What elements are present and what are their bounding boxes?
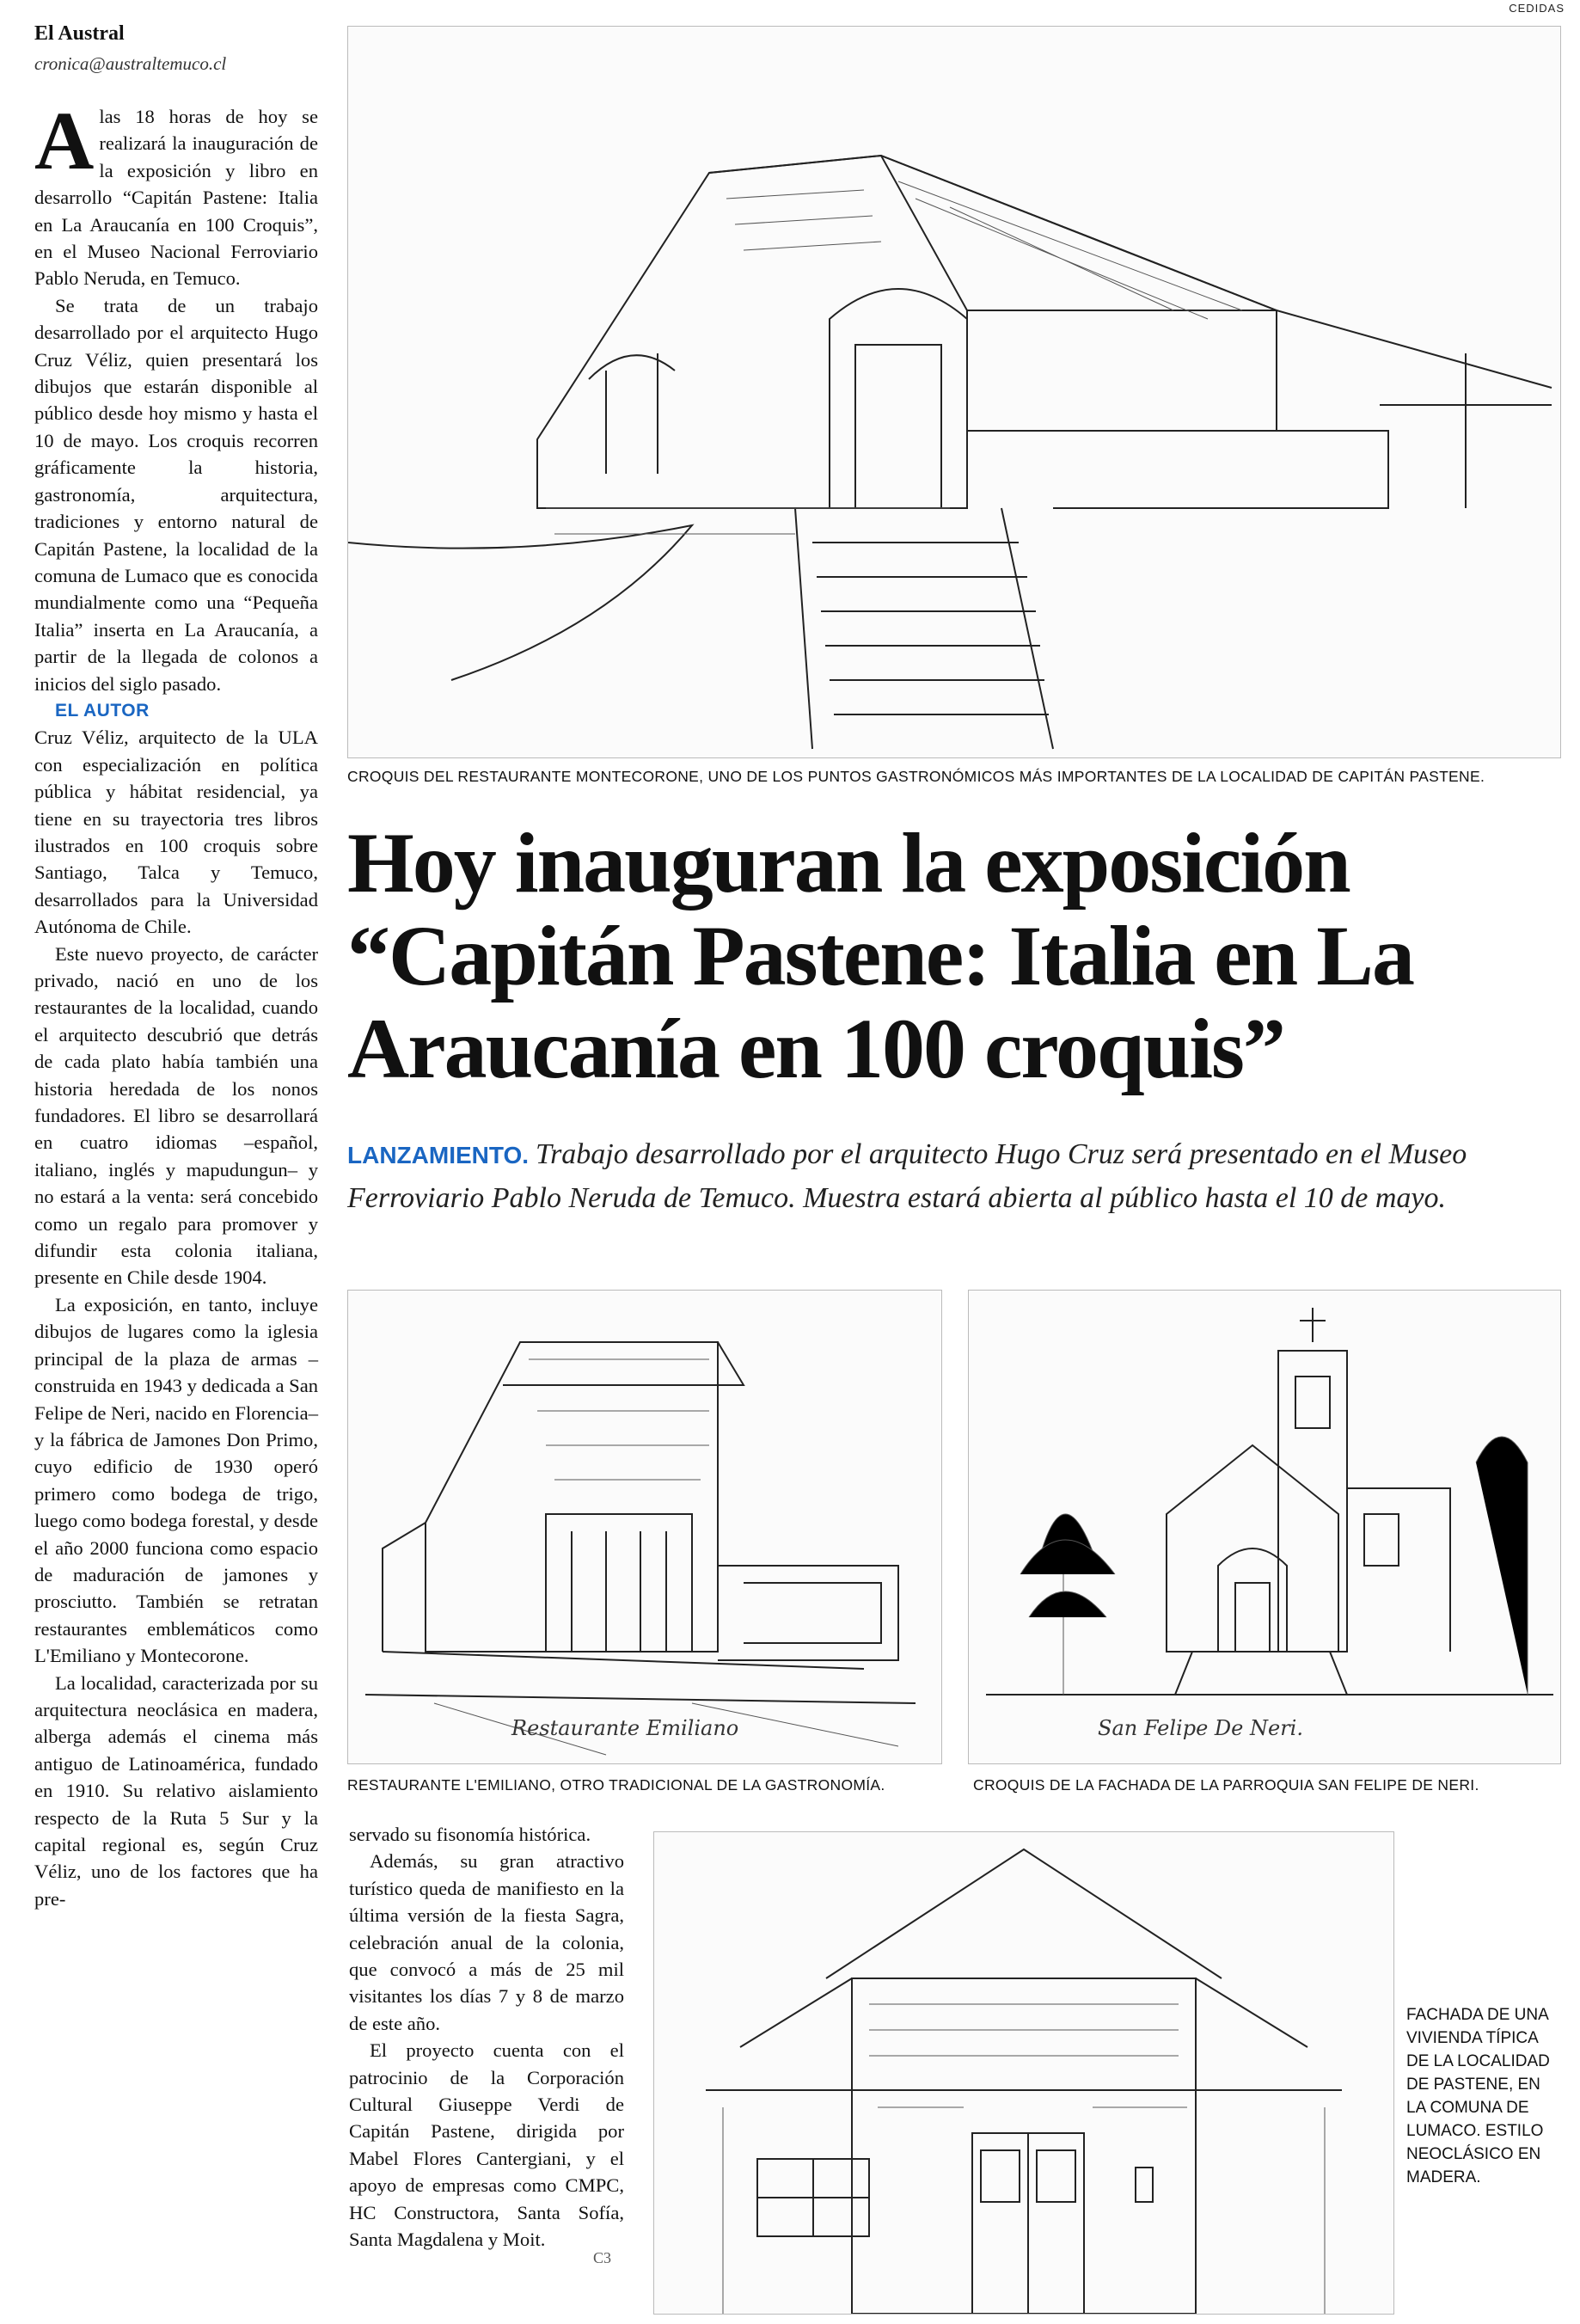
article-paragraph: El proyecto cuenta con el patrocinio de la Corporación Cultural Giuseppe Verdi de Capitán Pastene, dirigida por Mabel Flores Cantergiani, y el apoyo de empresas como CMPC, HC Constructora, Santa Sofía, Santa Magdalena y Moit. xyxy=(349,2039,624,2251)
house-caption: FACHADA DE UNA VIVIENDA TÍPICA DE LA LOCALIDAD DE PASTENE, EN LA COMUNA DE LUMACO. ESTILO NEOCLÁSICO EN MADERA. xyxy=(1406,2006,1550,2186)
article-paragraph: Además, su gran atractivo turístico queda de manifiesto en la última versión de la fiesta Sagra, celebración anual de la colonia, que convocó a más de 25 mil visitantes los días 7 y 8 de marzo de este año. xyxy=(349,1850,624,2034)
drop-cap: A xyxy=(34,95,95,187)
parroquia-san-felipe-sketch xyxy=(969,1291,1560,1763)
church-caption: CROQUIS DE LA FACHADA DE LA PARROQUIA SAN FELIPE DE NERI. xyxy=(973,1776,1479,1794)
author-name: El Austral xyxy=(34,22,125,45)
emiliano-signature: Restaurante Emiliano xyxy=(511,1716,739,1740)
main-sketch-caption: CROQUIS DEL RESTAURANTE MONTECORONE, UNO DE LOS PUNTOS GASTRONÓMICOS MÁS IMPORTANTES DE LA LOCALIDAD DE CAPITÁN PASTENE. xyxy=(347,768,1485,785)
middle-column xyxy=(349,1821,624,2253)
church-sketch-image xyxy=(968,1290,1561,1764)
article-paragraph: servado su fisonomía histórica. xyxy=(349,1824,591,1845)
article-paragraph: Este nuevo proyecto, de carácter privado, nació en uno de los restaurantes de la localidad, cuando el arquitecto descubrió que detrás de cada plato había también una historia heredada de los nonos fundadores. El libro se desarrollará en cuatro idiomas –español, italiano, inglés y mapudungun– y no estará a la venta: será concebido como un regalo para promover y difundir esta colonia italiana, presente en Chile desde 1904. xyxy=(34,942,318,1289)
headline: Hoy inauguran la exposición “Capitán Pastene: Italia en La Araucanía en 100 croquis” xyxy=(347,815,1413,1096)
house-sketch-image xyxy=(653,1831,1394,2315)
emiliano-sketch-image xyxy=(347,1290,942,1764)
author-email[interactable]: cronica@australtemuco.cl xyxy=(34,53,227,74)
lead-paragraph xyxy=(347,1133,1551,1220)
restaurant-montecorone-sketch xyxy=(348,27,1560,757)
article-paragraph: Se trata de un trabajo desarrollado por el arquitecto Hugo Cruz Véliz, quien presentará los dibujos que estarán disponible al público desde hoy mismo y hasta el 10 de mayo. Los croquis recorren gráficamente la historia, gastronomía, arquitectura, tradiciones y entorno natural de Capitán Pastene, la localidad de la comuna de Lumaco que es conocida mundialmente como una “Pequeña Italia” inserta en La Araucanía, a partir de la llegada de colonos a inicios del siglo pasado. xyxy=(34,294,318,695)
article-paragraph: La localidad, caracterizada por su arquitectura neoclásica en madera, alberga además el cinema más antiguo de Latinoamérica, fundado en 1910. Su relativo aislamiento respecto de la Ruta 5 Sur y la capital regional es, según Cruz Véliz, uno de los factores que ha pre- xyxy=(34,1671,318,1910)
restaurant-emiliano-sketch xyxy=(348,1291,941,1763)
lead-text: Trabajo desarrollado por el arquitecto Hugo Cruz será presentado en el Museo Ferroviario Pablo Neruda de Temuco. Muestra estará abierta al público hasta el 10 de mayo. xyxy=(347,1138,1467,1214)
end-mark: C3 xyxy=(593,2249,612,2266)
section-subhead: EL AUTOR xyxy=(55,700,150,721)
vivienda-tipica-sketch xyxy=(654,1832,1393,2314)
emiliano-caption: RESTAURANTE L'EMILIANO, OTRO TRADICIONAL DE LA GASTRONOMÍA. xyxy=(347,1776,885,1794)
article-paragraph: La exposición, en tanto, incluye dibujos de lugares como la iglesia principal de la plaza de armas –construida en 1943 y dedicada a San Felipe de Neri, nacido en Florencia– y la fábrica de Jamones Don Primo, cuyo edificio de 1930 operó primero como bodega de trigo, luego como bodega forestal, y desde el año 2000 funciona como espacio de maduración de jamones y prosciutto. También se retratan restaurantes emblemáticos como L'Emiliano y Montecorone. xyxy=(34,1293,319,1667)
lead-kicker: LANZAMIENTO. xyxy=(347,1142,530,1168)
main-sketch-image xyxy=(347,26,1561,758)
article-paragraph: Cruz Véliz, arquitecto de la ULA con especialización en política pública y hábitat residencial, ya tiene en su trayectoria tres libros ilustrados en 100 croquis sobre Santiago, Talca y Temuco, desarrollados para la Universidad Autónoma de Chile. xyxy=(34,727,318,938)
article-paragraph: Alas 18 horas de hoy se realizará la inauguración de la exposición y libro en desarrollo “Capitán Pastene: Italia en La Araucanía en 100 Croquis”, en el Museo Nacional Ferroviario Pablo Neruda, en Temuco. xyxy=(34,95,318,290)
photo-credit: CEDIDAS xyxy=(1509,2,1565,15)
left-column xyxy=(34,95,319,1912)
church-signature: San Felipe De Neri. xyxy=(1098,1716,1303,1740)
